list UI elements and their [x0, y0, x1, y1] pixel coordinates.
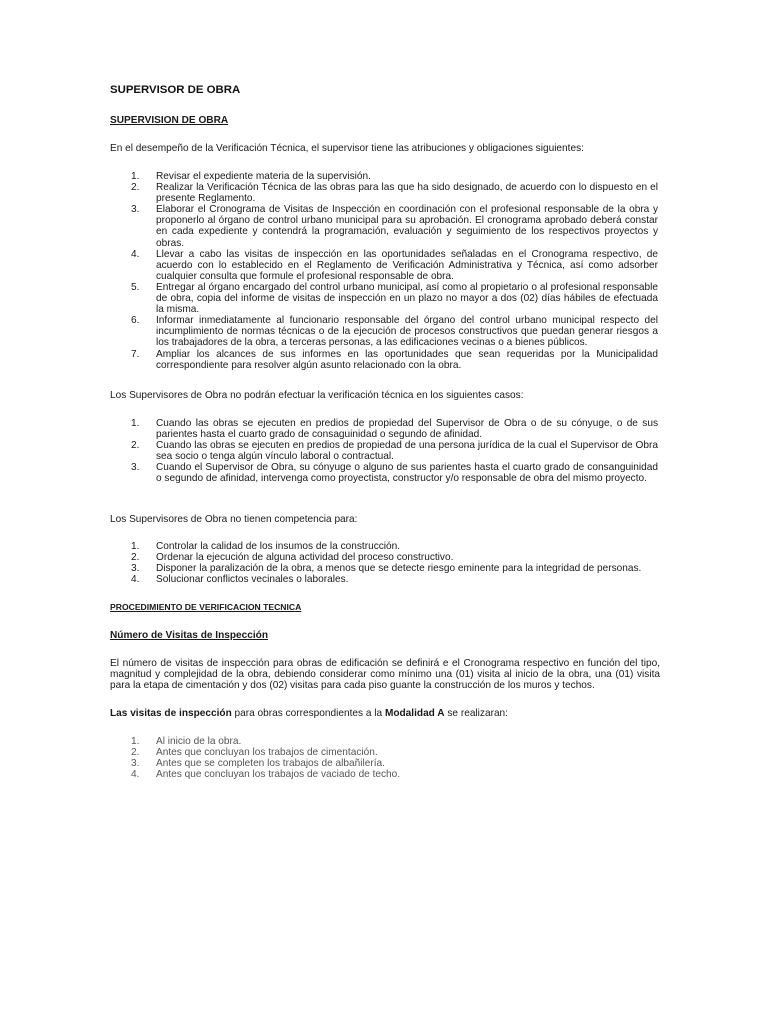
list-item-number: 3. [131, 462, 140, 474]
list-item-number: 1. [131, 171, 140, 182]
list-item-text: Antes que concluyan los trabajos de vaciado de techo. [156, 769, 401, 781]
list-item [110, 282, 658, 315]
list-item [110, 574, 658, 585]
list-item [110, 249, 658, 282]
list-item [110, 418, 658, 440]
modalidad-paragraph [110, 708, 660, 719]
list-item-number: 1. [131, 736, 140, 747]
list-item-number: 3. [131, 563, 140, 575]
list-item-number: 3. [131, 758, 140, 770]
list-item [110, 541, 658, 552]
list-item-text: Antes que concluyan los trabajos de cimentación. [156, 747, 378, 759]
list-item [110, 171, 658, 182]
list-item [110, 747, 658, 758]
section-title: SUPERVISION DE OBRA [110, 115, 229, 126]
modalidad-text-1: para obras correspondientes a la [231, 708, 385, 719]
list-item-text: Elaborar el Cronograma de Visitas de Inspección en coordinación con el profesional responsable de la obra y proponerlo al órgano de control urbano municipal para su aprobación. El cronograma aprobado deberá constar en cada expediente y contendrá la programación, evaluación y seguimiento de los respectivos proyectos y obras. [156, 204, 658, 249]
list-item-number: 4. [131, 769, 140, 781]
list-item-number: 3. [131, 204, 140, 216]
list-item-number: 7. [131, 348, 140, 360]
list-item-text: Al inicio de la obra. [156, 736, 242, 747]
no-competence-list [110, 541, 658, 585]
visits-paragraph: El número de visitas de inspección para obras de edificación se definirá e el Cronograma respectivo en función del tipo, magnitud y complejidad de la obra, debiendo considerar como mínimo una (01) visita al inicio de la obra, una (01) visita para la etapa de cimentación y dos (02) visitas para cada piso guante la construcción de los muros y techos. [110, 658, 660, 692]
list-item-number: 2. [131, 440, 140, 452]
visits-title: Número de Visitas de Inspección [110, 630, 269, 641]
restrictions-list [110, 418, 658, 485]
list-item [110, 204, 658, 248]
list-item [110, 440, 658, 462]
list-item-number: 1. [131, 418, 140, 429]
list-item [110, 315, 658, 348]
modalidad-list [110, 736, 658, 780]
list-item [110, 758, 658, 769]
obligations-list [110, 171, 658, 371]
list-item [110, 462, 658, 484]
procedure-title: PROCEDIMIENTO DE VERIFICACION TECNICA [110, 602, 302, 612]
list-item-text: Entregar al órgano encargado del control urbano municipal, así como al propietario o al profesional responsable de obra, copia del informe de visitas de inspección en un plazo no mayor a dos (02) días hábiles de efectuada la misma. [156, 281, 658, 316]
list-item [110, 552, 658, 563]
restrictions-intro: Los Supervisores de Obra no podrán efectuar la verificación técnica en los siguientes casos: [110, 390, 524, 401]
list-item [110, 563, 658, 574]
list-item [110, 769, 658, 780]
list-item-text: Cuando las obras se ejecuten en predios de propiedad de una persona jurídica de la cual el Supervisor de Obra sea socio o tenga algún vínculo laboral o contractual. [156, 440, 658, 463]
list-item-text: Ampliar los alcances de sus informes en las oportunidades que sean requeridas por la Municipalidad correspondiente para resolver algún asunto relacionado con la obra. [156, 348, 658, 371]
list-item-text: Revisar el expediente materia de la supervisión. [156, 171, 371, 182]
list-item-number: 5. [131, 281, 140, 293]
list-item-number: 2. [131, 747, 140, 759]
list-item-text: Llevar a cabo las visitas de inspección en las oportunidades señaladas en el Cronograma respectivo, de acuerdo con lo establecido en el Reglamento de Verificación Administrativa y Técnica, así como adsorber cualquier consulta que formule el profesional responsable de obra. [156, 248, 658, 282]
list-item-number: 2. [131, 182, 140, 194]
list-item-number: 4. [131, 574, 140, 586]
list-item-number: 6. [131, 315, 140, 327]
list-item [110, 349, 658, 371]
main-title: SUPERVISOR DE OBRA [110, 84, 241, 96]
intro-paragraph: En el desempeño de la Verificación Técnica, el supervisor tiene las atribuciones y obligaciones siguientes: [110, 143, 584, 154]
list-item-text: Ordenar la ejecución de alguna actividad del proceso constructivo. [156, 552, 454, 564]
no-competence-intro: Los Supervisores de Obra no tienen competencia para: [110, 514, 358, 525]
list-item-text: Realizar la Verificación Técnica de las obras para las que ha sido designado, de acuerdo con lo dispuesto en el presente Reglamento. [156, 182, 658, 205]
list-item-text: Antes que se completen los trabajos de albañilería. [156, 758, 385, 770]
list-item-text: Controlar la calidad de los insumos de la construcción. [156, 541, 401, 552]
list-item [110, 736, 658, 747]
modalidad-bold-1: Las visitas de inspección [110, 708, 232, 719]
list-item-number: 2. [131, 552, 140, 564]
list-item-text: Solucionar conflictos vecinales o laborales. [156, 574, 349, 586]
list-item-text: Disponer la paralización de la obra, a menos que se detecte riesgo eminente para la integridad de personas. [156, 563, 642, 575]
list-item [110, 182, 658, 204]
list-item-text: Informar inmediatamente al funcionario responsable del órgano del control urbano municipal respecto del incumplimiento de normas técnicas o de la ejecución de procesos constructivos que puedan generar riesgos a los trabajadores de la obra, a terceras personas, a las edificaciones vecinas o a bienes públicos. [156, 315, 658, 349]
list-item-number: 1. [131, 541, 140, 552]
modalidad-text-2: se realizaran: [444, 708, 508, 719]
list-item-text: Cuando las obras se ejecuten en predios de propiedad del Supervisor de Obra o de su cónyuge, o de sus parientes hasta el cuarto grado de consaguinidad o segundo de afinidad. [156, 418, 658, 441]
list-item-text: Cuando el Supervisor de Obra, su cónyuge o alguno de sus parientes hasta el cuarto grado de consanguinidad o segundo de afinidad, intervenga como proyectista, constructor y/o responsable de obra del mismo proyecto. [156, 462, 658, 485]
list-item-number: 4. [131, 248, 140, 260]
modalidad-bold-2: Modalidad A [384, 708, 445, 719]
